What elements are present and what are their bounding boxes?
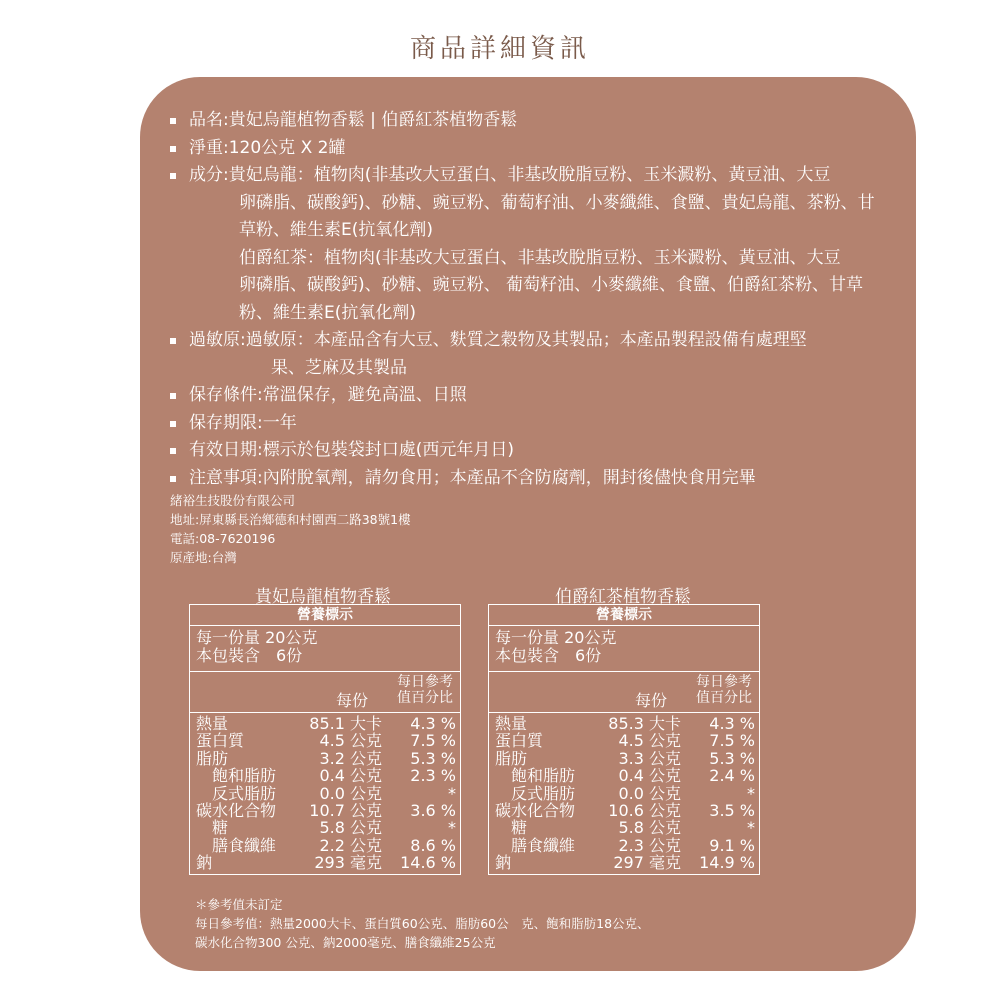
nutrient-value: 4.5 公克 bbox=[319, 731, 382, 751]
nutrient-value: 0.0 公克 bbox=[319, 783, 382, 803]
col-per-serving: 每份 bbox=[336, 691, 369, 710]
nutrient-name: 飽和脂肪 bbox=[511, 766, 576, 786]
company-origin: 原產地:台灣 bbox=[170, 550, 237, 565]
nutrient-value: 0.0 公克 bbox=[618, 783, 681, 803]
table-row bbox=[489, 802, 759, 819]
table-row bbox=[489, 819, 759, 836]
nutrient-value: 85.1 大卡 bbox=[309, 714, 382, 733]
nutrient-daily-pct: 3.5 % bbox=[709, 800, 755, 820]
square-bullet-icon bbox=[170, 393, 176, 399]
info-value-line: 草粉、維生素E(抗氧化劑) bbox=[239, 220, 434, 240]
info-value: 內附脫氧劑，請勿食用；本產品不含防腐劑，開封後儘快食用完畢 bbox=[262, 467, 756, 488]
square-bullet-icon bbox=[170, 146, 176, 152]
info-value: 常溫保存，避免高溫、日照 bbox=[262, 385, 467, 405]
page-title: 商品詳細資訊 bbox=[409, 34, 590, 64]
table-row bbox=[190, 750, 460, 767]
table-row bbox=[489, 767, 759, 784]
nutrient-name: 碳水化合物 bbox=[495, 800, 576, 820]
col-per-serving: 每份 bbox=[635, 691, 668, 710]
nutrient-daily-pct: 7.5 % bbox=[410, 731, 456, 751]
col-daily-value bbox=[390, 674, 460, 706]
info-label: 注意事項: bbox=[189, 467, 263, 488]
nutrient-value: 3.3 公克 bbox=[618, 748, 681, 768]
nutrient-name: 反式脂肪 bbox=[212, 783, 277, 803]
note-line: 碳水化合物300 公克、鈉2000毫克、膳食纖維25公克 bbox=[195, 935, 496, 950]
table-row bbox=[190, 819, 460, 836]
table-row bbox=[489, 750, 759, 767]
nutrient-daily-pct: 5.3 % bbox=[410, 748, 456, 768]
company-info bbox=[170, 491, 411, 567]
note-line: ＊參考值未訂定 bbox=[195, 897, 283, 912]
nutrient-value: 85.3 大卡 bbox=[608, 714, 681, 733]
serving-size: 每一份量 20公克 bbox=[196, 628, 318, 647]
table-row bbox=[489, 837, 759, 854]
nutrient-daily-pct: * bbox=[747, 818, 755, 838]
serving-size: 每一份量 20公克 bbox=[495, 628, 617, 647]
nutrient-value: 3.2 公克 bbox=[319, 748, 382, 768]
nutrient-daily-pct: * bbox=[448, 818, 456, 838]
col-daily-value-line: 每日參考 bbox=[696, 674, 752, 690]
nutrient-value: 10.6 公克 bbox=[608, 800, 681, 820]
info-item-weight bbox=[170, 135, 890, 163]
table-row bbox=[190, 802, 460, 819]
info-item-storage bbox=[170, 382, 890, 410]
nutrient-name: 鈉 bbox=[495, 853, 512, 873]
table-row bbox=[190, 854, 460, 871]
square-bullet-icon bbox=[170, 448, 176, 454]
nutrition-note bbox=[195, 895, 650, 952]
nutrient-name: 碳水化合物 bbox=[196, 800, 277, 820]
nutrient-value: 297 毫克 bbox=[613, 853, 681, 873]
col-daily-value-line: 值百分比 bbox=[696, 690, 752, 706]
nutrient-daily-pct: 7.5 % bbox=[709, 731, 755, 751]
nutrient-name: 飽和脂肪 bbox=[212, 766, 277, 786]
nutrient-name: 膳食纖維 bbox=[511, 835, 576, 855]
nutrient-name: 糖 bbox=[511, 818, 528, 838]
nutrient-rows bbox=[190, 713, 460, 874]
nutrient-name: 蛋白質 bbox=[495, 731, 544, 751]
info-label: 保存期限: bbox=[189, 412, 263, 433]
info-item-allergen bbox=[170, 327, 890, 382]
info-label: 保存條件: bbox=[189, 385, 263, 405]
nutrient-name: 熱量 bbox=[495, 714, 528, 733]
column-header bbox=[190, 672, 460, 713]
panel-title-earl-grey: 伯爵紅茶植物香鬆 bbox=[555, 587, 691, 607]
col-daily-value-line: 每日參考 bbox=[397, 674, 453, 690]
servings-per-pack: 本包裝含 6份 bbox=[495, 646, 602, 665]
info-value: 120公克 X 2罐 bbox=[228, 137, 346, 158]
info-value: 貴妃烏龍植物香鬆 | 伯爵紅茶植物香鬆 bbox=[228, 110, 518, 130]
company-phone: 電話:08-7620196 bbox=[170, 531, 276, 546]
nutrient-daily-pct: 9.1 % bbox=[709, 835, 755, 855]
product-info-card bbox=[140, 77, 916, 971]
info-item-notice bbox=[170, 465, 890, 493]
info-label: 品名: bbox=[189, 110, 229, 130]
nutrient-value: 0.4 公克 bbox=[319, 766, 382, 786]
info-value-line: 粉、維生素E(抗氧化劑) bbox=[239, 302, 417, 323]
info-item-shelf-life bbox=[170, 410, 890, 438]
company-name: 緒裕生技股份有限公司 bbox=[170, 493, 296, 508]
info-label: 過敏原: bbox=[189, 330, 246, 350]
table-row bbox=[190, 715, 460, 732]
nutrient-daily-pct: 14.6 % bbox=[400, 853, 456, 873]
col-daily-value-line: 值百分比 bbox=[397, 690, 453, 706]
nutrient-daily-pct: 2.3 % bbox=[410, 766, 456, 786]
note-line: 每日參考值：熱量2000大卡、蛋白質60公克、脂肪60公 克、飽和脂肪18公克、 bbox=[195, 916, 650, 931]
nutrient-name: 膳食纖維 bbox=[212, 835, 277, 855]
square-bullet-icon bbox=[170, 476, 176, 482]
info-list bbox=[170, 107, 890, 492]
table-row bbox=[190, 785, 460, 802]
info-label: 成分: bbox=[189, 165, 229, 185]
nutrient-name: 糖 bbox=[212, 818, 229, 838]
nutrient-value: 5.8 公克 bbox=[618, 818, 681, 838]
info-value-line: 卵磷脂、碳酸鈣)、砂糖、豌豆粉、 葡萄籽油、小麥纖維、食鹽、伯爵紅茶粉、甘草 bbox=[239, 275, 864, 295]
nutrient-name: 鈉 bbox=[196, 853, 213, 873]
nutrient-value: 293 毫克 bbox=[314, 853, 382, 873]
nutrient-value: 2.3 公克 bbox=[618, 835, 681, 855]
info-item-name bbox=[170, 107, 890, 135]
serving-info bbox=[190, 626, 460, 672]
nutrient-daily-pct: 4.3 % bbox=[709, 714, 755, 733]
info-item-expiry bbox=[170, 437, 890, 465]
col-daily-value bbox=[689, 674, 759, 706]
nutrient-daily-pct: 8.6 % bbox=[410, 835, 456, 855]
nutrient-daily-pct: 5.3 % bbox=[709, 748, 755, 768]
square-bullet-icon bbox=[170, 338, 176, 344]
table-row bbox=[190, 767, 460, 784]
info-value: 一年 bbox=[262, 412, 297, 433]
table-row bbox=[190, 837, 460, 854]
table-row bbox=[489, 854, 759, 871]
nutrient-value: 10.7 公克 bbox=[309, 800, 382, 820]
nutrient-daily-pct: 2.4 % bbox=[709, 766, 755, 786]
square-bullet-icon bbox=[170, 173, 176, 179]
nutrition-header: 營養標示 bbox=[190, 605, 460, 626]
table-row bbox=[190, 732, 460, 749]
table-row bbox=[489, 715, 759, 732]
square-bullet-icon bbox=[170, 421, 176, 427]
nutrient-name: 熱量 bbox=[196, 714, 229, 733]
nutrient-rows bbox=[489, 713, 759, 874]
info-value-line: 伯爵紅茶：植物肉(非基改大豆蛋白、非基改脫脂豆粉、玉米澱粉、黃豆油、大豆 bbox=[239, 247, 841, 268]
info-value-line: 果、芝麻及其製品 bbox=[271, 357, 407, 378]
company-address: 地址:屏東縣長治鄉德和村園西二路38號1樓 bbox=[170, 512, 411, 527]
table-row bbox=[489, 732, 759, 749]
info-label: 有效日期: bbox=[189, 440, 263, 460]
info-item-ingredients bbox=[170, 162, 890, 327]
nutrition-table-earl-grey bbox=[488, 604, 760, 875]
nutrient-value: 2.2 公克 bbox=[319, 835, 382, 855]
nutrient-daily-pct: 3.6 % bbox=[410, 800, 456, 820]
square-bullet-icon bbox=[170, 118, 176, 124]
nutrient-name: 脂肪 bbox=[196, 748, 229, 768]
info-value: 標示於包裝袋封口處(西元年月日) bbox=[262, 440, 514, 460]
nutrient-daily-pct: 14.9 % bbox=[699, 853, 755, 873]
info-value: 貴妃烏龍：植物肉(非基改大豆蛋白、非基改脫脂豆粉、玉米澱粉、黃豆油、大豆 bbox=[228, 165, 831, 185]
nutrient-value: 5.8 公克 bbox=[319, 818, 382, 838]
servings-per-pack: 本包裝含 6份 bbox=[196, 646, 303, 665]
nutrient-name: 脂肪 bbox=[495, 748, 528, 768]
nutrient-name: 蛋白質 bbox=[196, 731, 245, 751]
nutrient-daily-pct: * bbox=[747, 783, 755, 803]
table-row bbox=[489, 785, 759, 802]
info-label: 淨重: bbox=[189, 137, 229, 158]
nutrient-daily-pct: * bbox=[448, 783, 456, 803]
nutrient-daily-pct: 4.3 % bbox=[410, 714, 456, 733]
nutrition-header: 營養標示 bbox=[489, 605, 759, 626]
info-value: 過敏原：本產品含有大豆、麩質之穀物及其製品；本產品製程設備有處理堅 bbox=[245, 330, 807, 350]
nutrient-value: 4.5 公克 bbox=[618, 731, 681, 751]
info-value-line: 卵磷脂、碳酸鈣)、砂糖、豌豆粉、葡萄籽油、小麥纖維、食鹽、貴妃烏龍、茶粉、甘 bbox=[239, 192, 875, 213]
nutrient-name: 反式脂肪 bbox=[511, 783, 576, 803]
serving-info bbox=[489, 626, 759, 672]
column-header bbox=[489, 672, 759, 713]
panel-title-oolong: 貴妃烏龍植物香鬆 bbox=[255, 587, 391, 607]
nutrient-value: 0.4 公克 bbox=[618, 766, 681, 786]
nutrition-table-oolong bbox=[189, 604, 461, 875]
